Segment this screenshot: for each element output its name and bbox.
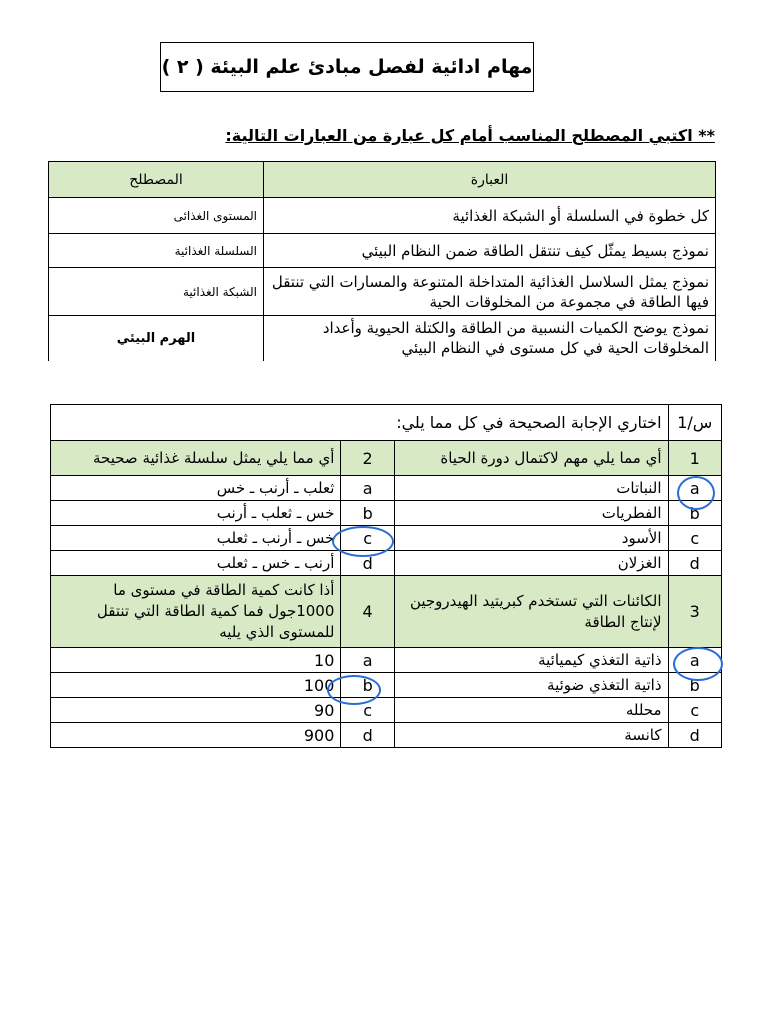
table-row (49, 268, 716, 316)
option-row (51, 551, 722, 576)
question-number: 3 (668, 576, 721, 648)
option-text: 90 (51, 698, 341, 723)
table-row (49, 198, 716, 234)
option-row (51, 673, 722, 698)
option-text: الغزلان (394, 551, 668, 576)
option-label: a (341, 648, 394, 673)
option-label: b (341, 501, 394, 526)
term-cell: الشبكة الغذائية (49, 268, 264, 316)
header-statement: العبارة (264, 162, 716, 198)
statement-cell: نموذج يوضح الكميات النسبية من الطاقة والكتلة الحيوية وأعداد المخلوقات الحية في كل مستوى في النظام البيئي (264, 316, 716, 361)
option-label: c (668, 698, 721, 723)
option-text: النباتات (394, 476, 668, 501)
question-number: 1 (668, 441, 721, 476)
option-label: d (341, 723, 394, 748)
option-row (51, 501, 722, 526)
instruction-text: ** اكتبي المصطلح المناسب أمام كل عبارة من العبارات التالية: (225, 126, 715, 145)
option-text: كانسة (394, 723, 668, 748)
option-label: d (341, 551, 394, 576)
statement-cell: نموذج يمثل السلاسل الغذائية المتداخلة المتنوعة والمسارات التي تنتقل فيها الطاقة في مجموعة من المخلوقات الحية (264, 268, 716, 316)
option-row (51, 476, 722, 501)
option-row (51, 526, 722, 551)
option-label: a (668, 476, 721, 501)
option-text: ثعلب ـ أرنب ـ خس (51, 476, 341, 501)
matching-header-row (49, 162, 716, 198)
option-row (51, 648, 722, 673)
table-row (49, 234, 716, 268)
question-text: أي مما يلي مهم لاكتمال دورة الحياة (394, 441, 668, 476)
question-text: أذا كانت كمية الطاقة في مستوى ما 1000جول فما كمية الطاقة التي تنتقل للمستوى الذي يليه (51, 576, 341, 648)
question-row (51, 576, 722, 648)
option-text: ذاتية التغذي كيميائية (394, 648, 668, 673)
header-term: المصطلح (49, 162, 264, 198)
option-text: أرنب ـ خس ـ ثعلب (51, 551, 341, 576)
option-text: الأسود (394, 526, 668, 551)
option-label: c (341, 698, 394, 723)
option-text: خس ـ أرنب ـ ثعلب (51, 526, 341, 551)
option-label: b (341, 673, 394, 698)
option-label: c (668, 526, 721, 551)
question-label: س/1 (668, 405, 721, 441)
term-cell: السلسلة الغذائية (49, 234, 264, 268)
option-text: 10 (51, 648, 341, 673)
statement-cell: نموذج بسيط يمثّل كيف تنتقل الطاقة ضمن النظام البيئي (264, 234, 716, 268)
mcq-header-row (51, 405, 722, 441)
option-row (51, 698, 722, 723)
page-title: مهام ادائية لفصل مبادئ علم البيئة ( ٢ ) (160, 42, 534, 92)
option-text: الفطريات (394, 501, 668, 526)
question-text: أي مما يلي يمثل سلسلة غذائية صحيحة (51, 441, 341, 476)
option-label: d (668, 723, 721, 748)
question-number: 2 (341, 441, 394, 476)
mcq-table (50, 404, 722, 748)
option-label: d (668, 551, 721, 576)
option-text: 900 (51, 723, 341, 748)
question-row (51, 441, 722, 476)
option-label: b (668, 673, 721, 698)
option-text: محلله (394, 698, 668, 723)
option-text: خس ـ ثعلب ـ أرنب (51, 501, 341, 526)
question-text: الكائنات التي تستخدم كبريتيد الهيدروجين لإنتاج الطاقة (394, 576, 668, 648)
mcq-instruction: اختاري الإجابة الصحيحة في كل مما يلي: (51, 405, 669, 441)
option-label: b (668, 501, 721, 526)
option-label: a (668, 648, 721, 673)
statement-cell: كل خطوة في السلسلة أو الشبكة الغذائية (264, 198, 716, 234)
option-label: c (341, 526, 394, 551)
table-row (49, 316, 716, 361)
term-cell: المستوى الغذائى (49, 198, 264, 234)
option-row (51, 723, 722, 748)
matching-table (48, 161, 716, 361)
option-text: 100 (51, 673, 341, 698)
question-number: 4 (341, 576, 394, 648)
option-text: ذاتية التغذي ضوئية (394, 673, 668, 698)
option-label: a (341, 476, 394, 501)
term-cell: الهرم البيئي (49, 316, 264, 361)
